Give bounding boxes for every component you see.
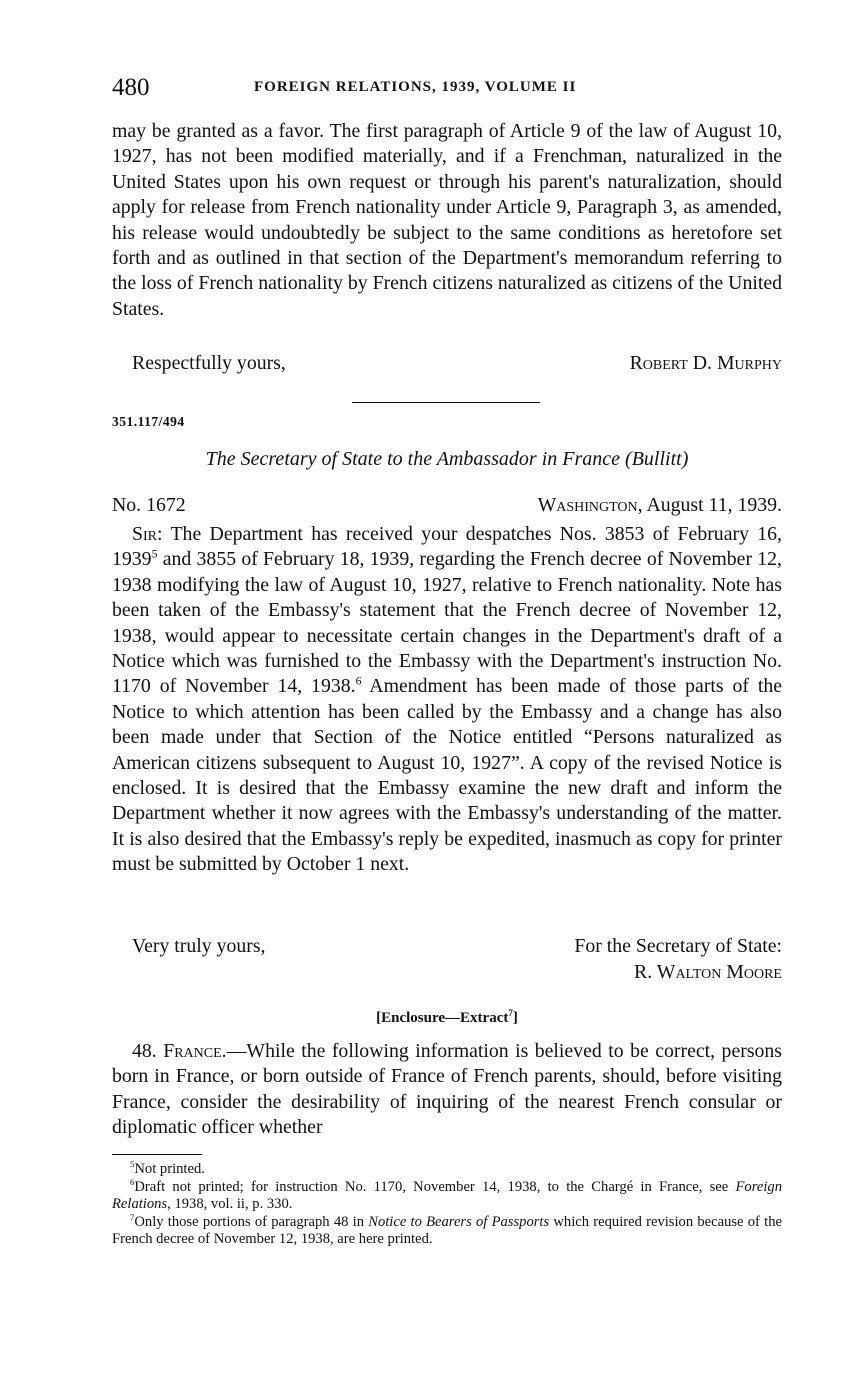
- enclosure-heading: [112, 1010, 782, 1027]
- file-number: 351.117/494: [112, 414, 185, 429]
- document-title: [112, 448, 782, 471]
- document-title-name: (Bullitt): [625, 448, 689, 470]
- enclosure-text: .—While the following information is believed to be correct, persons born in France, or born outside of France of French parents, should, before visiting France, consider the desirability of inquiring of the nearest French consular or diplomatic officer whether: [112, 1040, 782, 1139]
- footnote-6-mark: 6: [130, 1176, 135, 1187]
- place-date: [538, 494, 782, 517]
- footnote-5: [112, 1161, 782, 1179]
- page-header: [112, 74, 782, 106]
- footnote-7-text-b: which required revision because of the French decree of November 12, 1938, are here printed.: [112, 1213, 782, 1247]
- footnote-6: [112, 1176, 782, 1214]
- letter-body: [112, 522, 782, 878]
- continuation-paragraph: [112, 119, 782, 322]
- salutation-1: Respectfully yours,: [132, 352, 286, 374]
- closing-block-1: [112, 352, 782, 378]
- signature-2: R. Walton Moore: [634, 961, 782, 983]
- footnote-7: [112, 1211, 782, 1249]
- footnotes: [112, 1161, 782, 1249]
- footnote-7-italic: Notice to Bearers of Passports: [368, 1213, 550, 1230]
- enclosure-heading-text: [Enclosure—Extract: [376, 1010, 509, 1026]
- running-head: FOREIGN RELATIONS, 1939, VOLUME II: [254, 79, 577, 95]
- letter-body-part-1: : The Department has received your despatches Nos. 3853 of February 16, 1939: [112, 523, 782, 571]
- closing-block-2: [112, 935, 782, 961]
- footnote-ref-7: 7: [508, 1008, 513, 1018]
- page-number: 480: [112, 74, 150, 101]
- signature-block-2: [112, 961, 782, 987]
- dateline: [112, 494, 782, 520]
- letter-body-part-3: Amendment has been made of those parts of the Notice to which attention has been called by the Embassy and a change has also been made under that Section of the Notice entitled “Persons naturalized as American citizens subsequent to August 10, 1927”. A copy of the revised Notice is enclosed. It is desired that the Embassy examine the new draft and inform the Department whether it now agrees with the Embassy's understanding of the matter. It is also desired that the Embassy's reply be expedited, inasmuch as copy for printer must be submitted by October 1 next.: [112, 675, 783, 876]
- footnote-5-mark: 5: [130, 1159, 135, 1170]
- date: , August 11, 1939.: [637, 494, 782, 516]
- salutation-2: Very truly yours,: [132, 935, 266, 957]
- footnote-7-mark: 7: [130, 1211, 135, 1222]
- letter-body-part-2: and 3855 of February 18, 1939, regarding the French decree of November 12, 1938 modifying the law of August 10, 1927, relative to French nationality. Note has been taken of the Embassy's statement that the French decree of November 12, 1938, would appear to necessitate certain changes in the Department's draft of a Notice which was furnished to the Embassy with the Department's instruction No. 1170 of November 14, 1938.: [112, 548, 782, 698]
- paragraph-number: 48.: [132, 1040, 157, 1062]
- enclosure-paragraph: [112, 1039, 782, 1141]
- document-title-main: The Secretary of State to the Ambassador in France: [205, 448, 621, 470]
- footnote-5-text: Not printed.: [134, 1161, 205, 1177]
- continuation-text: may be granted as a favor. The first paragraph of Article 9 of the law of August 10, 1927, has not been modified materially, and if a Frenchman, naturalized in the United States upon his own request or through his parent's naturalization, should apply for release from French nationality under Article 9, Paragraph 3, as amended, his release would undoubtedly be subject to the same conditions as heretofore set forth and as outlined in that section of the Department's memorandum referring to the loss of French nationality by French citizens naturalized as citizens of the United States.: [112, 120, 782, 320]
- footnote-6-text-a: Draft not printed; for instruction No. 1170, November 14, 1938, to the Chargé in France, see: [134, 1178, 736, 1195]
- instruction-number: No. 1672: [112, 494, 186, 516]
- footnote-divider: [112, 1154, 202, 1155]
- for-line: For the Secretary of State:: [574, 935, 782, 957]
- footnote-ref-6: 6: [355, 673, 362, 688]
- footnote-ref-5: 5: [151, 546, 158, 561]
- section-divider: [352, 402, 540, 403]
- country-heading: France: [163, 1040, 222, 1062]
- signature-1: Robert D. Murphy: [629, 352, 782, 374]
- place: Washington: [537, 494, 638, 516]
- footnote-7-text-a: Only those portions of paragraph 48 in: [134, 1213, 369, 1230]
- salutation-sir: Sir: [132, 523, 158, 545]
- enclosure-heading-end: ]: [512, 1010, 518, 1026]
- footnote-6-text-b: , 1938, vol. ii, p. 330.: [167, 1196, 293, 1212]
- footnote-6-italic: Foreign Relations: [112, 1178, 782, 1212]
